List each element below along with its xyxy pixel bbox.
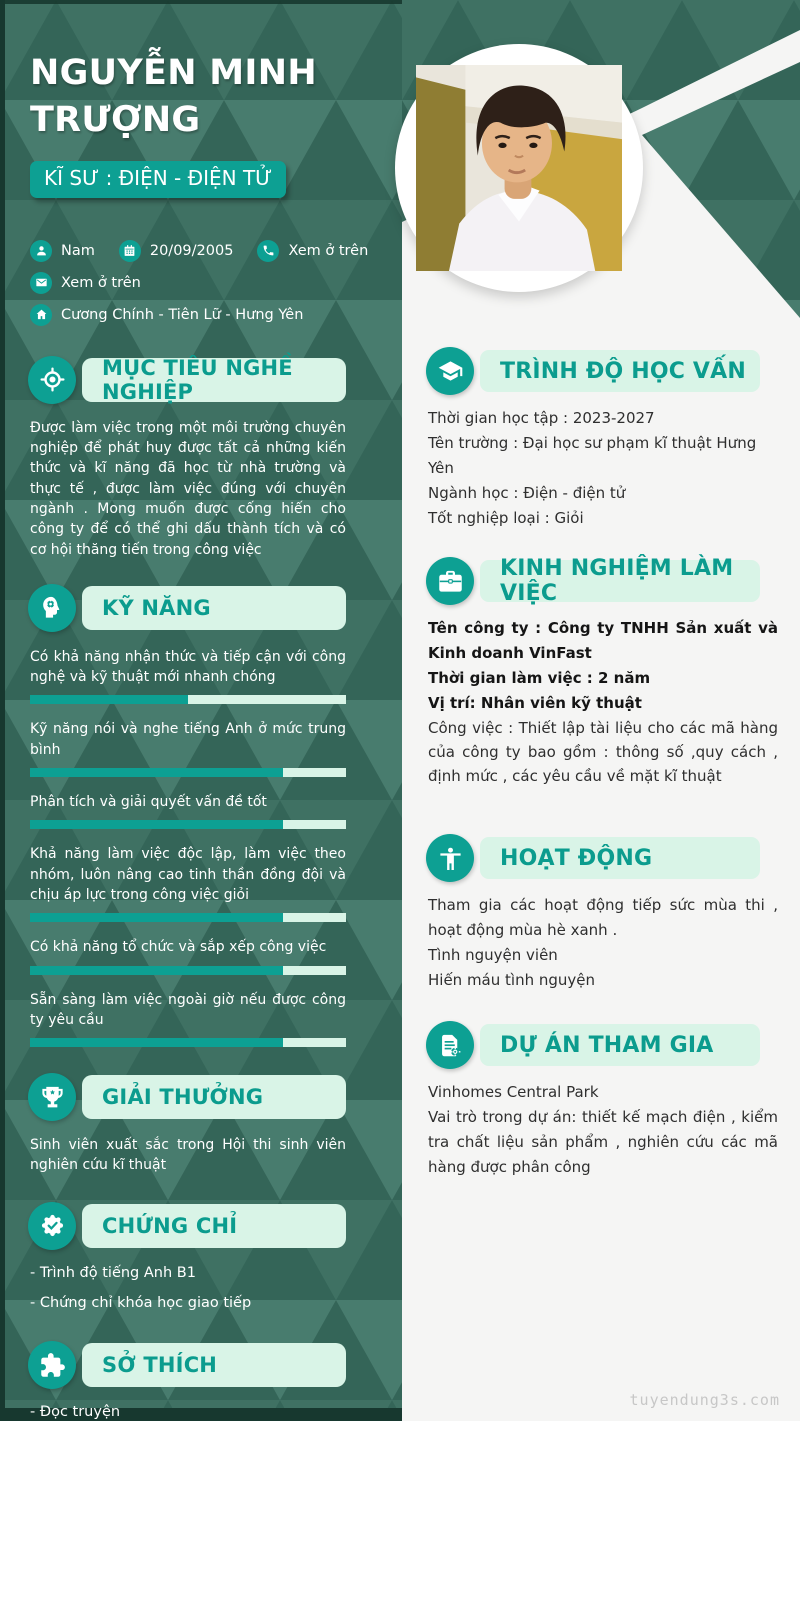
- certificate-list: [30, 1262, 346, 1315]
- skill-item: [30, 844, 346, 922]
- project-line: Vai trò trong dự án: thiết kế mạch điện , kiểm tra chất liệu sản phẩm , nghiên cứu các mã hàng được phân công: [428, 1108, 778, 1176]
- phone-icon: [257, 240, 279, 262]
- certificate-item: - Trình độ tiếng Anh B1: [30, 1264, 196, 1281]
- objective-body: Được làm việc trong một môi trường chuyên nghiệp để phát huy được tất cả những kiến thức và kĩ năng đã học từ nhà trường và thực tế , được làm việc đúng với chuyên ngành . Mong muốn được cống hiến cho công ty để có thể ghi dấu thành tích và có cơ hội thăng tiến trong công việc: [30, 419, 346, 558]
- rosette-check-icon: [28, 1202, 76, 1250]
- mail-icon: [30, 272, 52, 294]
- section-experience-title: KINH NGHIỆM LÀM VIỆC: [480, 560, 760, 602]
- awards-body: Sinh viên xuất sắc trong Hội thi sinh viên nghiên cứu kĩ thuật: [30, 1137, 346, 1174]
- skill-item: [30, 719, 346, 777]
- info-address-value: Cương Chính - Tiên Lữ - Hưng Yên: [61, 306, 304, 323]
- hobby-list: [30, 1401, 346, 1565]
- personal-info: [30, 240, 369, 326]
- certificate-item: - Chứng chỉ khóa học giao tiếp: [30, 1294, 252, 1311]
- skill-label: Kỹ năng nói và nghe tiếng Anh ở mức trung bình: [30, 721, 346, 758]
- info-row: [30, 304, 346, 326]
- briefcase-icon: [426, 557, 474, 605]
- skill-progress-track: [30, 1038, 346, 1047]
- home-icon: [30, 304, 52, 326]
- job-title-badge: KĨ SƯ : ĐIỆN - ĐIỆN TỬ: [30, 161, 286, 198]
- project-line: Vinhomes Central Park: [428, 1083, 599, 1101]
- section-experience-header: [426, 557, 760, 605]
- section-projects-title: DỰ ÁN THAM GIA: [480, 1024, 760, 1066]
- hobby-item: - Nghe nhạc: [30, 1460, 118, 1477]
- hobby-item: - Đọc truyện: [30, 1404, 121, 1421]
- skill-label: Khả năng làm việc độc lập, làm việc theo nhóm, luôn nâng cao tinh thần đồng đội và chịu áp lực trong công việc giỏi: [30, 846, 346, 903]
- info-row: [30, 240, 369, 262]
- section-hobbies: [30, 1341, 346, 1565]
- section-education-header: [426, 347, 760, 395]
- info-row: [30, 272, 346, 294]
- info-email: [30, 272, 141, 294]
- section-projects-header: [426, 1021, 760, 1069]
- skill-progress-track: [30, 966, 346, 975]
- info-phone: [257, 240, 368, 262]
- skill-progress-fill: [30, 913, 283, 922]
- section-education-title: TRÌNH ĐỘ HỌC VẤN: [480, 350, 760, 392]
- section-objective-header: [28, 356, 346, 404]
- section-certificates-header: [28, 1202, 346, 1250]
- calendar-icon: [119, 240, 141, 262]
- info-birthday: [119, 240, 234, 262]
- project-lines: [428, 1080, 778, 1180]
- section-hobbies-title: SỞ THÍCH: [82, 1343, 346, 1387]
- candidate-name: [30, 50, 346, 144]
- section-awards: [30, 1073, 346, 1176]
- info-gender-value: Nam: [61, 242, 95, 259]
- head-gear-icon: [28, 584, 76, 632]
- education-lines: [428, 406, 778, 531]
- section-skills-title: KỸ NĂNG: [82, 586, 346, 630]
- skill-label: Phân tích và giải quyết vấn đề tốt: [30, 794, 267, 811]
- activity-line: Tham gia các hoạt động tiếp sức mùa thi , hoạt động mùa hè xanh .: [428, 896, 778, 939]
- section-hobbies-header: [28, 1341, 346, 1389]
- activity-line: Hiến máu tình nguyện: [428, 971, 596, 989]
- user-icon: [30, 240, 52, 262]
- skill-progress-track: [30, 820, 346, 829]
- graduation-cap-icon: [426, 347, 474, 395]
- skill-progress-fill: [30, 820, 283, 829]
- skill-progress-fill: [30, 695, 188, 704]
- target-icon: [28, 356, 76, 404]
- experience-bold-line: Thời gian làm việc : 2 năm: [428, 669, 651, 687]
- section-awards-title: GIẢI THƯỞNG: [82, 1075, 346, 1119]
- section-skills-header: [28, 584, 346, 632]
- skill-progress-fill: [30, 1038, 283, 1047]
- skill-progress-track: [30, 913, 346, 922]
- education-line: Tên trường : Đại học sư phạm kĩ thuật Hưng Yên: [428, 434, 757, 477]
- hobby-item: - Đi du lịch: [30, 1488, 108, 1505]
- education-line: Tốt nghiệp loại : Giỏi: [428, 509, 584, 527]
- right-column: [402, 0, 800, 1421]
- section-experience: [428, 557, 778, 788]
- section-certificates-title: CHỨNG CHỈ: [82, 1204, 346, 1248]
- section-projects: [428, 1021, 778, 1180]
- skill-label: Có khả năng nhận thức và tiếp cận với công nghệ và kỹ thuật mới nhanh chóng: [30, 648, 346, 686]
- section-certificates: [30, 1202, 346, 1315]
- section-activities: [428, 834, 778, 993]
- person-activity-icon: [426, 834, 474, 882]
- skill-item: [30, 990, 346, 1048]
- info-address: [30, 304, 303, 326]
- hobby-item: - Nấu ăn: [30, 1545, 92, 1562]
- skill-progress-fill: [30, 768, 283, 777]
- skill-label: Có khả năng tổ chức và sắp xếp công việc: [30, 939, 327, 956]
- education-line: Ngành học : Điện - điện tử: [428, 484, 626, 502]
- info-birthday-value: 20/09/2005: [149, 242, 234, 259]
- trophy-icon: [28, 1073, 76, 1121]
- section-education: [428, 347, 778, 531]
- skill-progress-fill: [30, 966, 283, 975]
- section-objective-title: MỤC TIÊU NGHỀ NGHIỆP: [82, 358, 346, 402]
- education-line: Thời gian học tập : 2023-2027: [428, 409, 655, 427]
- left-column: [0, 0, 402, 1562]
- skill-item: [30, 792, 346, 829]
- section-objective: [30, 356, 346, 560]
- skill-progress-track: [30, 768, 346, 777]
- info-gender: [30, 240, 95, 262]
- skill-progress-track: [30, 695, 346, 704]
- skill-item: [30, 937, 346, 974]
- experience-bold-lines: [428, 616, 778, 716]
- section-awards-header: [28, 1073, 346, 1121]
- section-activities-title: HOẠT ĐỘNG: [480, 837, 760, 879]
- document-gear-icon: [426, 1021, 474, 1069]
- hobby-item: - Xem phim: [30, 1432, 114, 1449]
- site-watermark: tuyendung3s.com: [629, 1391, 780, 1409]
- hobby-item: - Chơi thể thao: [30, 1516, 138, 1533]
- section-activities-header: [426, 834, 760, 882]
- info-email-value: Xem ở trên: [61, 274, 141, 291]
- experience-body: Công việc : Thiết lập tài liệu cho các mã hàng của công ty bao gồm : thông số ,quy cách , định mức , các yêu cầu về mặt kĩ thuật: [428, 719, 778, 785]
- candidate-name-line2: TRƯỢNG: [30, 99, 201, 140]
- skill-item: [30, 647, 346, 705]
- experience-bold-line: Vị trí: Nhân viên kỹ thuật: [428, 694, 642, 712]
- skill-label: Sẵn sàng làm việc ngoài giờ nếu được công ty yêu cầu: [30, 991, 346, 1028]
- puzzle-icon: [28, 1341, 76, 1389]
- experience-bold-line: Tên công ty : Công ty TNHH Sản xuất và Kinh doanh VinFast: [428, 619, 778, 662]
- info-phone-value: Xem ở trên: [288, 242, 369, 259]
- skill-list: [30, 647, 346, 1047]
- candidate-name-line1: NGUYỄN MINH: [30, 53, 317, 93]
- section-skills: [30, 584, 346, 1047]
- activity-line: Tình nguyện viên: [428, 946, 558, 964]
- activity-lines: [428, 893, 778, 993]
